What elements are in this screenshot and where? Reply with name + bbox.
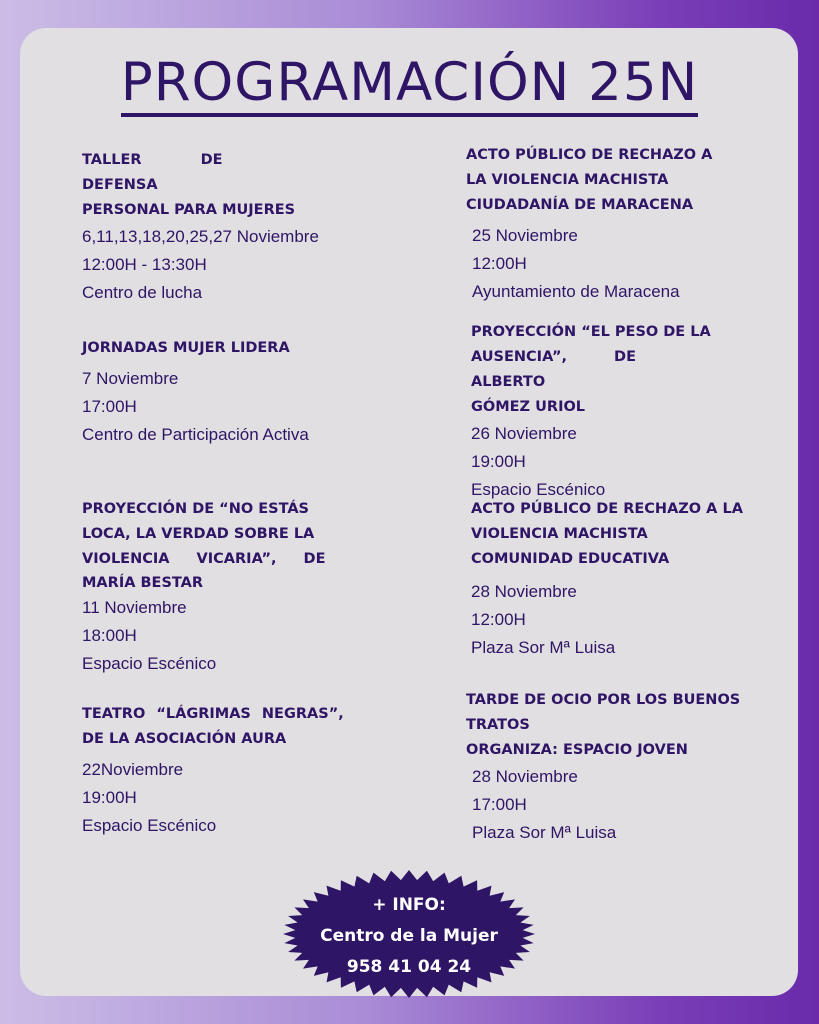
heading-line: TEATRO “LÁGRIMAS NEGRAS”,	[82, 706, 344, 722]
heading-line: LA VIOLENCIA MACHISTA	[466, 172, 669, 188]
heading-justified-line	[82, 148, 328, 198]
event-heading	[466, 688, 766, 763]
event-date: 11 Noviembre	[82, 598, 187, 617]
heading-line: PROYECCIÓN DE “NO ESTÁS	[82, 501, 310, 517]
info-label: + INFO:	[372, 895, 446, 915]
heading-line: ORGANIZA: ESPACIO JOVEN	[466, 742, 688, 758]
event-time: 19:00H	[471, 452, 526, 471]
heading-line: AUSENCIA”, DE ALBERTO	[471, 349, 636, 390]
event-acto-ciudadania	[466, 143, 756, 306]
event-time: 17:00H	[472, 795, 527, 814]
event-heading	[82, 148, 328, 223]
event-place: Centro de lucha	[82, 283, 203, 302]
event-place: Espacio Escénico	[82, 816, 217, 835]
heading-line: GÓMEZ URIOL	[471, 399, 586, 415]
event-heading	[82, 702, 372, 752]
event-place: Espacio Escénico	[82, 654, 217, 673]
event-date: 22Noviembre	[82, 760, 184, 779]
heading-line: TALLER DE DEFENSA	[82, 152, 223, 193]
event-time: 18:00H	[82, 626, 137, 645]
event-mujer-lidera	[82, 336, 382, 449]
page-title: PROGRAMACIÓN 25N	[0, 52, 819, 113]
heading-line: ACTO PÚBLICO DE RECHAZO A LA	[471, 501, 743, 517]
event-lagrimas-negras	[82, 702, 372, 840]
heading-line: LOCA, LA VERDAD SOBRE LA	[82, 526, 315, 542]
event-place: Ayuntamiento de Maracena	[472, 282, 680, 301]
event-heading	[471, 320, 747, 420]
heading-line: VIOLENCIA MACHISTA	[471, 526, 648, 542]
event-date: 26 Noviembre	[471, 424, 577, 443]
event-place: Plaza Sor Mª Luisa	[472, 823, 617, 842]
heading-line: COMUNIDAD EDUCATIVA	[471, 551, 670, 567]
event-date: 28 Noviembre	[472, 767, 578, 786]
event-date: 7 Noviembre	[82, 369, 179, 388]
info-text	[283, 890, 535, 983]
event-peso-ausencia	[471, 320, 747, 504]
event-time: 19:00H	[82, 788, 137, 807]
event-time: 12:00H	[471, 610, 526, 629]
event-date: 28 Noviembre	[471, 582, 577, 601]
event-time: 12:00H - 13:30H	[82, 255, 207, 274]
event-place: Espacio Escénico	[471, 480, 606, 499]
event-taller-defensa	[82, 148, 328, 307]
event-heading: JORNADAS MUJER LIDERA	[82, 340, 290, 356]
heading-line: PERSONAL PARA MUJERES	[82, 202, 296, 218]
event-details	[466, 763, 766, 847]
event-heading	[82, 497, 328, 594]
event-no-estas-loca	[82, 497, 328, 678]
heading-line: VIOLENCIA VICARIA”, DE	[82, 551, 326, 567]
heading-line: DE LA ASOCIACIÓN AURA	[82, 731, 287, 747]
event-details	[466, 222, 756, 306]
event-tarde-ocio	[466, 688, 766, 847]
heading-line: TARDE DE OCIO POR LOS BUENOS	[466, 692, 741, 708]
heading-line: PROYECCIÓN “EL PESO DE LA	[471, 324, 711, 340]
heading-line: CIUDADANÍA DE MARACENA	[466, 197, 694, 213]
event-date: 6,11,13,18,20,25,27 Noviembre	[82, 227, 319, 246]
event-place: Plaza Sor Mª Luisa	[471, 638, 616, 657]
heading-line: ACTO PÚBLICO DE RECHAZO A	[466, 147, 713, 163]
heading-line: MARÍA BESTAR	[82, 575, 204, 591]
event-date: 25 Noviembre	[472, 226, 578, 245]
info-organization: Centro de la Mujer	[320, 926, 498, 946]
event-heading	[471, 497, 771, 572]
event-heading	[466, 143, 756, 218]
info-badge	[283, 870, 535, 998]
event-time: 17:00H	[82, 397, 137, 416]
event-place: Centro de Participación Activa	[82, 425, 309, 444]
event-acto-educativa	[471, 497, 771, 662]
info-phone: 958 41 04 24	[346, 957, 472, 977]
heading-line: TRATOS	[466, 717, 530, 733]
event-time: 12:00H	[472, 254, 527, 273]
